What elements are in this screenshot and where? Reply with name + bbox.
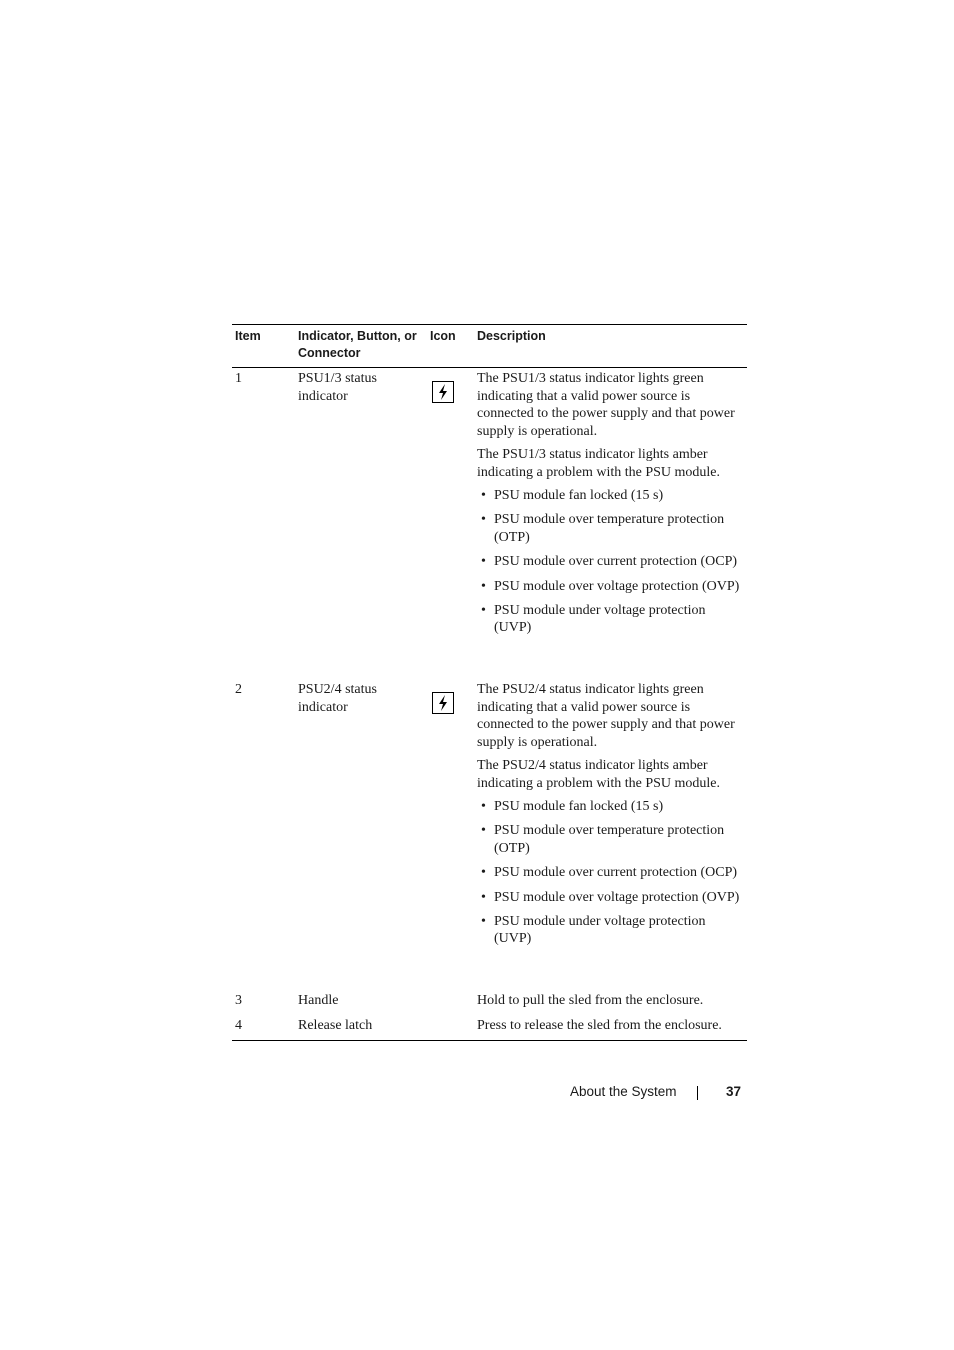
list-item: • PSU module over voltage protection (OVP): [477, 578, 745, 596]
description: [477, 992, 745, 1015]
table-row: [232, 679, 747, 990]
description-paragraph: The PSU2/4 status indicator lights amber indicating a problem with the PSU module.: [477, 758, 721, 792]
component-table: [232, 324, 747, 1041]
list-item: • PSU module fan locked (15 s): [477, 798, 745, 816]
table-row: [232, 1015, 747, 1040]
item-number: 4: [235, 1018, 242, 1033]
page-number: 37: [726, 1084, 742, 1099]
list-item: • PSU module under voltage protection (UVP): [477, 602, 745, 637]
list-item: • PSU module over temperature protection (OTP): [477, 822, 745, 857]
indicator-name: PSU2/4 status indicator: [298, 682, 377, 715]
table-header: [232, 325, 747, 368]
power-supply-status-icon: [432, 692, 454, 714]
description-paragraph: Press to release the sled from the enclosure.: [477, 1018, 722, 1033]
item-number: 3: [235, 993, 242, 1008]
table-row: [232, 990, 747, 1015]
header-description: Description: [477, 329, 546, 343]
list-item: • PSU module over temperature protection (OTP): [477, 511, 745, 546]
list-item: • PSU module fan locked (15 s): [477, 487, 745, 505]
list-item: • PSU module under voltage protection (UVP): [477, 913, 745, 948]
fault-list: [477, 487, 745, 637]
header-item: Item: [235, 329, 261, 343]
indicator-name: Release latch: [298, 1018, 373, 1033]
indicator-name: PSU1/3 status indicator: [298, 371, 377, 404]
header-icon: Icon: [430, 329, 456, 343]
description: [477, 370, 745, 644]
description-paragraph: The PSU1/3 status indicator lights amber indicating a problem with the PSU module.: [477, 447, 721, 481]
power-supply-status-icon: [432, 381, 454, 403]
page-footer: [0, 1084, 954, 1104]
description: [477, 1017, 745, 1040]
description-paragraph: The PSU2/4 status indicator lights green indicating that a valid power source is connected to the power supply and that power supply is operational.: [477, 682, 735, 751]
header-indicator: Indicator, Button, or Connector: [298, 329, 417, 360]
list-item: • PSU module over voltage protection (OVP): [477, 889, 745, 907]
list-item: • PSU module over current protection (OCP): [477, 864, 745, 882]
item-number: 2: [235, 682, 242, 697]
footer-divider: [697, 1086, 698, 1100]
description-paragraph: The PSU1/3 status indicator lights green indicating that a valid power source is connected to the power supply and that power supply is operational.: [477, 371, 735, 440]
description: [477, 681, 745, 955]
section-title: About the System: [570, 1084, 677, 1099]
list-item: • PSU module over current protection (OCP): [477, 553, 745, 571]
table-row: [232, 368, 747, 679]
description-paragraph: Hold to pull the sled from the enclosure.: [477, 993, 704, 1008]
item-number: 1: [235, 371, 242, 386]
indicator-name: Handle: [298, 993, 339, 1008]
fault-list: [477, 798, 745, 948]
